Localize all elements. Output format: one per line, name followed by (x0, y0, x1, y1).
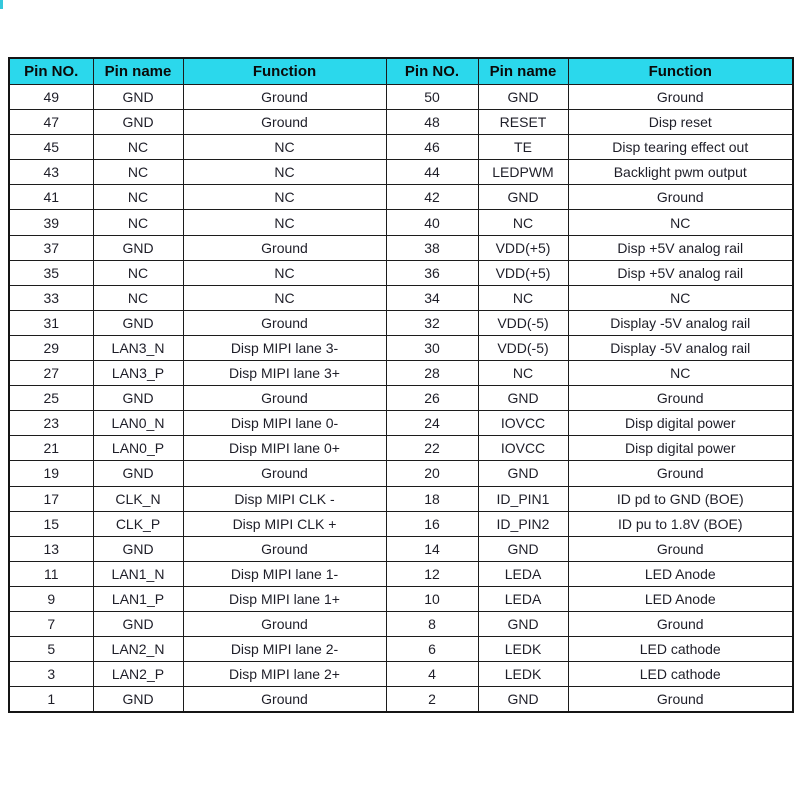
pin-no-cell: 43 (9, 160, 93, 185)
pin-no-cell: 15 (9, 511, 93, 536)
table-row (9, 110, 793, 135)
pin-name-cell: VDD(-5) (478, 335, 568, 360)
function-cell: LED Anode (568, 561, 793, 586)
function-cell: Ground (183, 310, 386, 335)
pin-name-cell: GND (478, 536, 568, 561)
pin-name-cell: GND (478, 687, 568, 713)
pin-no-cell: 27 (9, 361, 93, 386)
pin-no-cell: 41 (9, 185, 93, 210)
table-row (9, 210, 793, 235)
pin-name-cell: ID_PIN1 (478, 486, 568, 511)
pin-name-cell: GND (93, 110, 183, 135)
pin-name-cell: CLK_P (93, 511, 183, 536)
function-cell: NC (183, 260, 386, 285)
pin-name-cell: NC (478, 361, 568, 386)
table-row (9, 335, 793, 360)
function-cell: Disp MIPI lane 0+ (183, 436, 386, 461)
pin-no-cell: 4 (386, 662, 478, 687)
pin-name-cell: NC (93, 185, 183, 210)
function-cell: Disp MIPI lane 3- (183, 335, 386, 360)
table-row (9, 185, 793, 210)
header-row (9, 58, 793, 85)
function-cell: NC (568, 210, 793, 235)
table-row (9, 586, 793, 611)
function-cell: ID pu to 1.8V (BOE) (568, 511, 793, 536)
pin-name-cell: LAN1_N (93, 561, 183, 586)
header-pin-no-left: Pin NO. (9, 58, 93, 85)
function-cell: Ground (568, 536, 793, 561)
pin-no-cell: 29 (9, 335, 93, 360)
pin-name-cell: ID_PIN2 (478, 511, 568, 536)
pin-no-cell: 49 (9, 85, 93, 110)
function-cell: Disp MIPI lane 0- (183, 411, 386, 436)
function-cell: Disp MIPI CLK - (183, 486, 386, 511)
pin-name-cell: NC (93, 135, 183, 160)
table-row (9, 85, 793, 110)
pin-name-cell: GND (478, 611, 568, 636)
function-cell: ID pd to GND (BOE) (568, 486, 793, 511)
table-row (9, 461, 793, 486)
pin-name-cell: GND (478, 461, 568, 486)
pin-name-cell: RESET (478, 110, 568, 135)
table-row (9, 285, 793, 310)
pin-name-cell: GND (478, 185, 568, 210)
function-cell: NC (568, 285, 793, 310)
pin-no-cell: 44 (386, 160, 478, 185)
pin-no-cell: 40 (386, 210, 478, 235)
table-row (9, 611, 793, 636)
pin-name-cell: VDD(-5) (478, 310, 568, 335)
table-row (9, 637, 793, 662)
pin-name-cell: LEDA (478, 561, 568, 586)
pin-name-cell: GND (93, 235, 183, 260)
pin-no-cell: 5 (9, 637, 93, 662)
function-cell: NC (183, 160, 386, 185)
pinout-table-container (8, 57, 792, 713)
function-cell: Disp MIPI lane 1+ (183, 586, 386, 611)
function-cell: Disp MIPI CLK + (183, 511, 386, 536)
table-row (9, 160, 793, 185)
pin-no-cell: 34 (386, 285, 478, 310)
function-cell: Ground (183, 536, 386, 561)
table-row (9, 511, 793, 536)
pin-no-cell: 35 (9, 260, 93, 285)
pin-no-cell: 28 (386, 361, 478, 386)
table-row (9, 687, 793, 713)
function-cell: Disp digital power (568, 411, 793, 436)
header-pin-name-left: Pin name (93, 58, 183, 85)
pinout-table (8, 57, 794, 713)
pin-no-cell: 22 (386, 436, 478, 461)
header-pin-no-right: Pin NO. (386, 58, 478, 85)
header-pin-name-right: Pin name (478, 58, 568, 85)
function-cell: Ground (568, 611, 793, 636)
function-cell: Disp +5V analog rail (568, 260, 793, 285)
pin-name-cell: GND (93, 536, 183, 561)
pin-no-cell: 38 (386, 235, 478, 260)
pin-no-cell: 2 (386, 687, 478, 713)
function-cell: Ground (568, 687, 793, 713)
pin-name-cell: GND (93, 461, 183, 486)
pin-name-cell: LAN0_N (93, 411, 183, 436)
pin-no-cell: 31 (9, 310, 93, 335)
function-cell: Ground (183, 461, 386, 486)
pin-no-cell: 14 (386, 536, 478, 561)
pin-no-cell: 17 (9, 486, 93, 511)
function-cell: LED cathode (568, 637, 793, 662)
function-cell: Ground (183, 235, 386, 260)
pin-name-cell: VDD(+5) (478, 260, 568, 285)
function-cell: Disp MIPI lane 3+ (183, 361, 386, 386)
pin-no-cell: 3 (9, 662, 93, 687)
function-cell: Ground (568, 461, 793, 486)
header-function-right: Function (568, 58, 793, 85)
pin-name-cell: LEDPWM (478, 160, 568, 185)
function-cell: NC (183, 135, 386, 160)
pin-no-cell: 21 (9, 436, 93, 461)
pin-name-cell: LEDK (478, 662, 568, 687)
function-cell: LED cathode (568, 662, 793, 687)
pin-no-cell: 23 (9, 411, 93, 436)
table-row (9, 436, 793, 461)
function-cell: Disp +5V analog rail (568, 235, 793, 260)
pin-name-cell: GND (93, 611, 183, 636)
pin-no-cell: 26 (386, 386, 478, 411)
function-cell: Disp digital power (568, 436, 793, 461)
pin-no-cell: 32 (386, 310, 478, 335)
header-function-left: Function (183, 58, 386, 85)
pin-name-cell: NC (93, 285, 183, 310)
pin-no-cell: 46 (386, 135, 478, 160)
pin-name-cell: GND (93, 310, 183, 335)
pin-name-cell: NC (93, 260, 183, 285)
function-cell: Ground (568, 85, 793, 110)
pin-name-cell: NC (478, 285, 568, 310)
pin-name-cell: LEDK (478, 637, 568, 662)
pin-no-cell: 48 (386, 110, 478, 135)
function-cell: Ground (183, 611, 386, 636)
pin-no-cell: 47 (9, 110, 93, 135)
pin-name-cell: IOVCC (478, 436, 568, 461)
table-row (9, 310, 793, 335)
function-cell: Backlight pwm output (568, 160, 793, 185)
pin-no-cell: 16 (386, 511, 478, 536)
pin-no-cell: 36 (386, 260, 478, 285)
pin-name-cell: LAN3_P (93, 361, 183, 386)
pin-name-cell: LAN2_N (93, 637, 183, 662)
pin-no-cell: 12 (386, 561, 478, 586)
function-cell: Disp MIPI lane 2+ (183, 662, 386, 687)
table-row (9, 561, 793, 586)
pin-no-cell: 10 (386, 586, 478, 611)
function-cell: LED Anode (568, 586, 793, 611)
pin-name-cell: GND (478, 386, 568, 411)
pin-name-cell: LAN1_P (93, 586, 183, 611)
table-row (9, 662, 793, 687)
pin-no-cell: 30 (386, 335, 478, 360)
table-row (9, 235, 793, 260)
pin-no-cell: 50 (386, 85, 478, 110)
table-row (9, 386, 793, 411)
function-cell: Display -5V analog rail (568, 310, 793, 335)
table-row (9, 135, 793, 160)
pin-no-cell: 1 (9, 687, 93, 713)
pin-name-cell: LAN3_N (93, 335, 183, 360)
pin-no-cell: 24 (386, 411, 478, 436)
function-cell: Disp tearing effect out (568, 135, 793, 160)
pin-name-cell: IOVCC (478, 411, 568, 436)
table-row (9, 361, 793, 386)
table-row (9, 486, 793, 511)
pin-no-cell: 18 (386, 486, 478, 511)
pin-name-cell: NC (478, 210, 568, 235)
table-row (9, 536, 793, 561)
pin-no-cell: 45 (9, 135, 93, 160)
function-cell: Ground (183, 110, 386, 135)
pin-name-cell: LEDA (478, 586, 568, 611)
table-row (9, 411, 793, 436)
pin-no-cell: 19 (9, 461, 93, 486)
table-row (9, 260, 793, 285)
pin-no-cell: 25 (9, 386, 93, 411)
pin-name-cell: LAN2_P (93, 662, 183, 687)
pin-name-cell: GND (93, 85, 183, 110)
pin-no-cell: 37 (9, 235, 93, 260)
function-cell: Ground (183, 687, 386, 713)
pin-name-cell: TE (478, 135, 568, 160)
pin-no-cell: 33 (9, 285, 93, 310)
function-cell: Disp reset (568, 110, 793, 135)
function-cell: Ground (183, 85, 386, 110)
function-cell: Ground (568, 386, 793, 411)
function-cell: Ground (183, 386, 386, 411)
function-cell: Disp MIPI lane 2- (183, 637, 386, 662)
function-cell: Ground (568, 185, 793, 210)
pin-no-cell: 20 (386, 461, 478, 486)
function-cell: Display -5V analog rail (568, 335, 793, 360)
pin-name-cell: VDD(+5) (478, 235, 568, 260)
pin-no-cell: 8 (386, 611, 478, 636)
function-cell: NC (183, 210, 386, 235)
function-cell: NC (183, 185, 386, 210)
pin-name-cell: LAN0_P (93, 436, 183, 461)
pin-name-cell: GND (93, 386, 183, 411)
pin-name-cell: NC (93, 160, 183, 185)
pinout-table-body (9, 85, 793, 713)
pin-name-cell: NC (93, 210, 183, 235)
pin-no-cell: 11 (9, 561, 93, 586)
stray-cyan-corner-mark (0, 0, 3, 9)
pin-no-cell: 13 (9, 536, 93, 561)
pin-no-cell: 39 (9, 210, 93, 235)
pin-no-cell: 9 (9, 586, 93, 611)
function-cell: NC (568, 361, 793, 386)
function-cell: NC (183, 285, 386, 310)
pin-name-cell: CLK_N (93, 486, 183, 511)
pin-no-cell: 42 (386, 185, 478, 210)
pin-no-cell: 6 (386, 637, 478, 662)
pin-no-cell: 7 (9, 611, 93, 636)
pin-name-cell: GND (93, 687, 183, 713)
function-cell: Disp MIPI lane 1- (183, 561, 386, 586)
pin-name-cell: GND (478, 85, 568, 110)
